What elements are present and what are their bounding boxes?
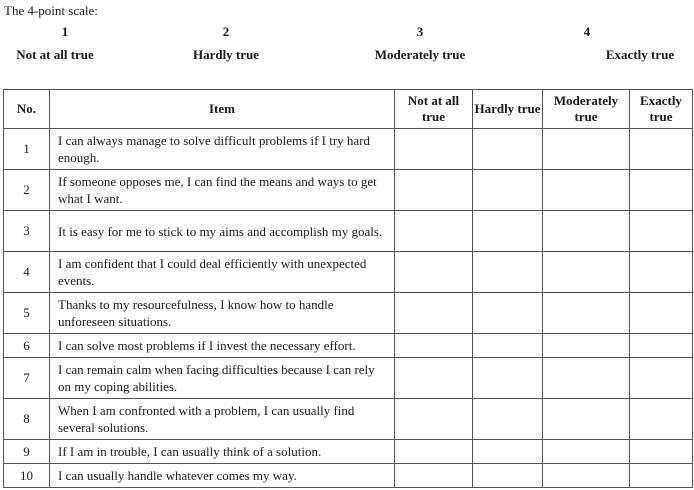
response-cell-hardly-true[interactable] [473, 252, 543, 293]
item-text: Thanks to my resourcefulness, I know how to handle unforeseen situations. [50, 293, 395, 334]
response-cell-exactly-true[interactable] [630, 211, 693, 252]
response-cell-moderately-true[interactable] [543, 440, 630, 464]
response-cell-hardly-true[interactable] [473, 129, 543, 170]
response-cell-exactly-true[interactable] [630, 252, 693, 293]
row-number: 7 [4, 358, 50, 399]
header-no: No. [4, 90, 50, 129]
table-row [4, 293, 693, 334]
response-cell-exactly-true[interactable] [630, 334, 693, 358]
item-text: If I am in trouble, I can usually think of a solution. [50, 440, 395, 464]
scale-number-1: 1 [61, 24, 69, 39]
row-number: 5 [4, 293, 50, 334]
table-row [4, 334, 693, 358]
table-row [4, 252, 693, 293]
item-text: If someone opposes me, I can find the means and ways to get what I want. [50, 170, 395, 211]
response-cell-hardly-true[interactable] [473, 293, 543, 334]
self-efficacy-table [3, 89, 693, 488]
response-cell-not-at-all-true[interactable] [395, 129, 473, 170]
row-number: 1 [4, 129, 50, 170]
response-cell-exactly-true[interactable] [630, 358, 693, 399]
response-cell-not-at-all-true[interactable] [395, 440, 473, 464]
row-number: 6 [4, 334, 50, 358]
response-cell-hardly-true[interactable] [473, 334, 543, 358]
response-cell-moderately-true[interactable] [543, 464, 630, 488]
scale-label-3: Moderately true [374, 47, 466, 62]
row-number: 2 [4, 170, 50, 211]
table-row [4, 464, 693, 488]
response-cell-not-at-all-true[interactable] [395, 358, 473, 399]
response-cell-not-at-all-true[interactable] [395, 399, 473, 440]
scale-label-2: Hardly true [192, 47, 260, 62]
response-cell-moderately-true[interactable] [543, 129, 630, 170]
response-cell-hardly-true[interactable] [473, 464, 543, 488]
response-cell-moderately-true[interactable] [543, 252, 630, 293]
item-text: I can usually handle whatever comes my way. [50, 464, 395, 488]
scale-label-1: Not at all true [16, 47, 94, 62]
item-text: I can remain calm when facing difficulties because I can rely on my coping abilities. [50, 358, 395, 399]
response-cell-exactly-true[interactable] [630, 399, 693, 440]
table-row [4, 358, 693, 399]
item-text: I can solve most problems if I invest the necessary effort. [50, 334, 395, 358]
header-hardly-true: Hardly true [473, 90, 543, 129]
response-cell-hardly-true[interactable] [473, 358, 543, 399]
response-cell-moderately-true[interactable] [543, 334, 630, 358]
scale-number-4: 4 [583, 24, 591, 39]
response-cell-hardly-true[interactable] [473, 440, 543, 464]
row-number: 9 [4, 440, 50, 464]
table-row [4, 440, 693, 464]
table-row [4, 211, 693, 252]
row-number: 3 [4, 211, 50, 252]
response-cell-not-at-all-true[interactable] [395, 293, 473, 334]
scale-number-2: 2 [222, 24, 230, 39]
row-number: 10 [4, 464, 50, 488]
response-cell-exactly-true[interactable] [630, 440, 693, 464]
response-cell-moderately-true[interactable] [543, 358, 630, 399]
scale-number-3: 3 [416, 24, 424, 39]
item-text: I am confident that I could deal efficiently with unexpected events. [50, 252, 395, 293]
response-cell-moderately-true[interactable] [543, 211, 630, 252]
response-cell-not-at-all-true[interactable] [395, 170, 473, 211]
table-row [4, 129, 693, 170]
header-moderately-true: Moderately true [543, 90, 630, 129]
header-exactly-true: Exactly true [630, 90, 693, 129]
item-text: When I am confronted with a problem, I can usually find several solutions. [50, 399, 395, 440]
table-header-row [4, 90, 693, 129]
table-row [4, 170, 693, 211]
response-cell-moderately-true[interactable] [543, 399, 630, 440]
table-row [4, 399, 693, 440]
item-text: I can always manage to solve difficult problems if I try hard enough. [50, 129, 395, 170]
response-cell-not-at-all-true[interactable] [395, 252, 473, 293]
header-not-at-all-true: Not at all true [395, 90, 473, 129]
response-cell-exactly-true[interactable] [630, 170, 693, 211]
response-cell-moderately-true[interactable] [543, 170, 630, 211]
header-item: Item [50, 90, 395, 129]
item-text: It is easy for me to stick to my aims and accomplish my goals. [50, 211, 395, 252]
response-cell-exactly-true[interactable] [630, 464, 693, 488]
response-cell-moderately-true[interactable] [543, 293, 630, 334]
scale-label-4: Exactly true [605, 47, 675, 62]
scale-intro: The 4-point scale: [4, 3, 98, 18]
response-cell-not-at-all-true[interactable] [395, 464, 473, 488]
response-cell-not-at-all-true[interactable] [395, 211, 473, 252]
response-cell-hardly-true[interactable] [473, 170, 543, 211]
response-cell-exactly-true[interactable] [630, 129, 693, 170]
response-cell-not-at-all-true[interactable] [395, 334, 473, 358]
row-number: 8 [4, 399, 50, 440]
response-cell-exactly-true[interactable] [630, 293, 693, 334]
row-number: 4 [4, 252, 50, 293]
response-cell-hardly-true[interactable] [473, 399, 543, 440]
response-cell-hardly-true[interactable] [473, 211, 543, 252]
